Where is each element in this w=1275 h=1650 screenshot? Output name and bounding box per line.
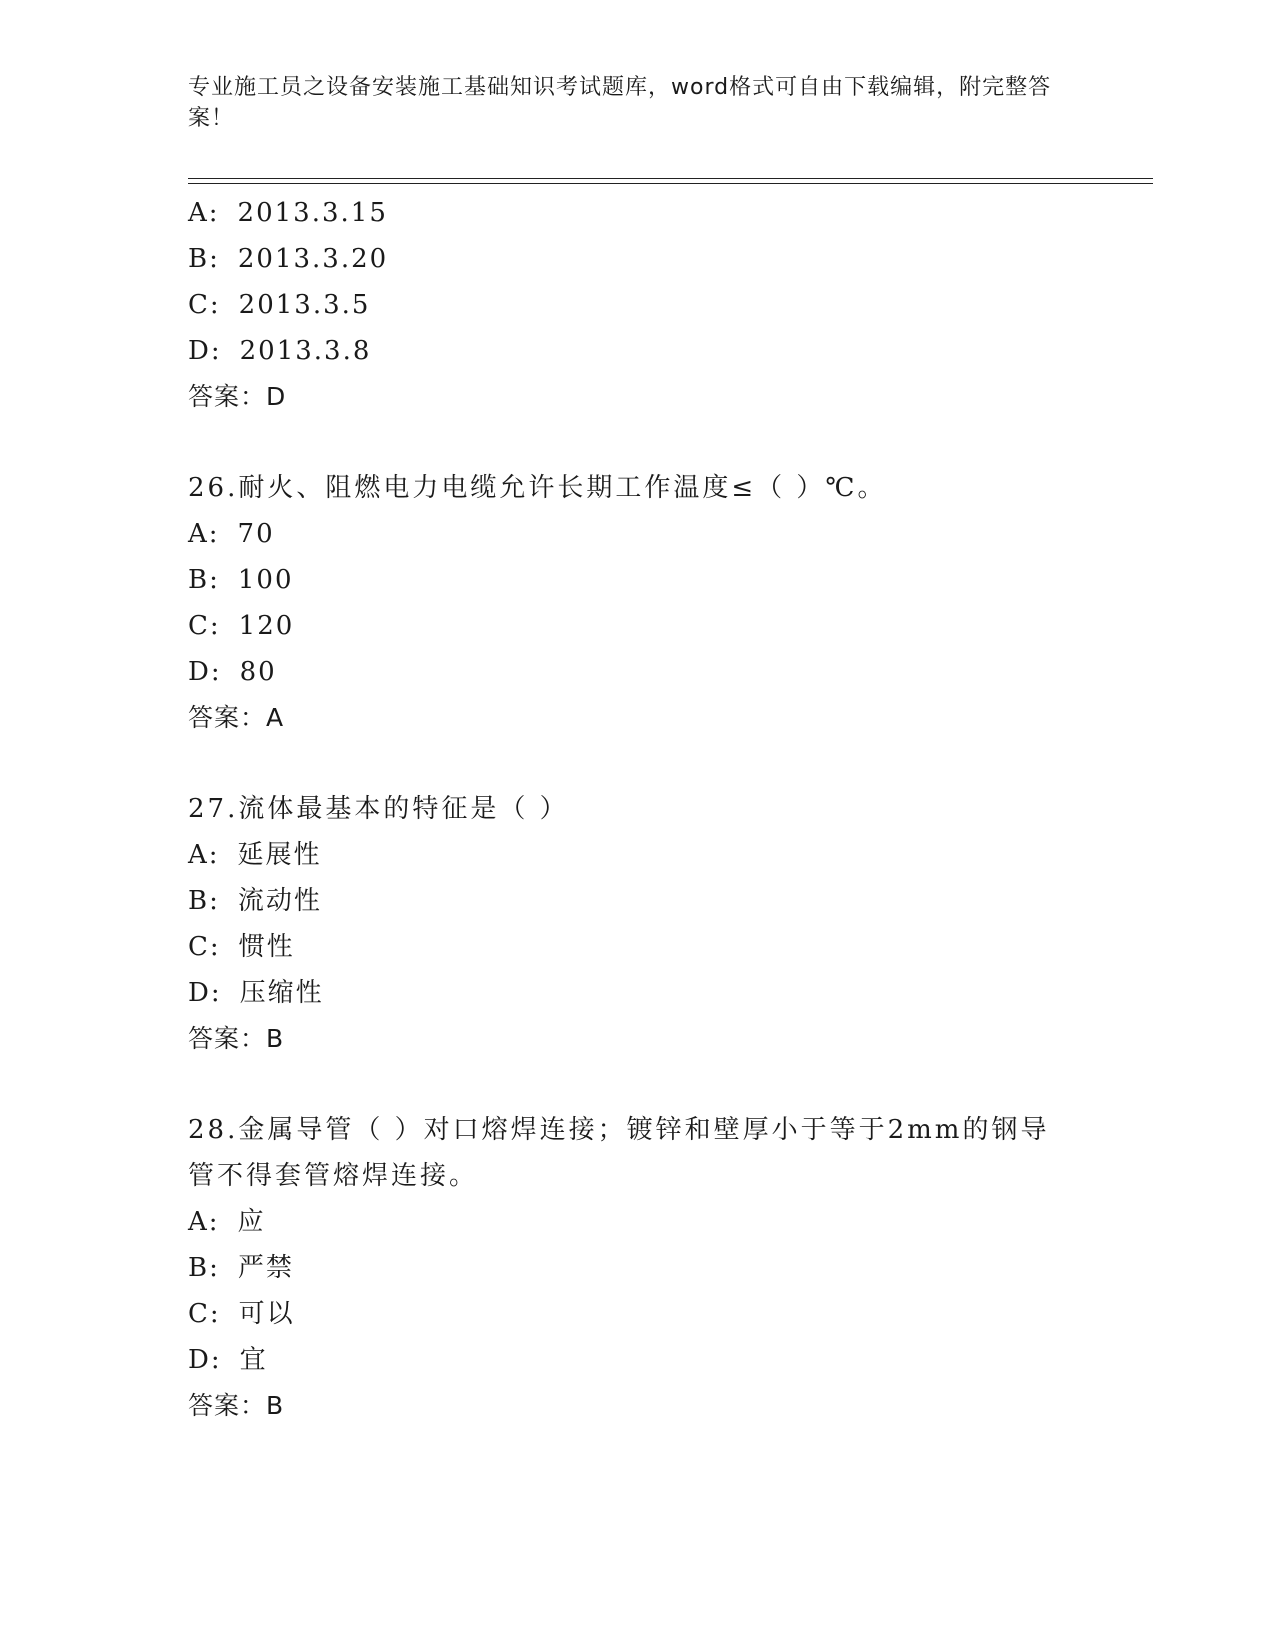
option-b: B: 流动性 [188, 886, 322, 916]
option-a: A: 应 [188, 1207, 266, 1237]
question-block [188, 786, 1148, 1062]
document-header [188, 72, 1068, 134]
question-text: 27.流体最基本的特征是（ ） [188, 794, 569, 824]
header-rule-top [188, 178, 1153, 179]
answer-label: 答案：A [188, 703, 285, 732]
option-a: A: 延展性 [188, 840, 322, 870]
option-d: D: 2013.3.8 [188, 336, 372, 366]
header-rule-bottom [188, 183, 1153, 184]
option-d: D: 宜 [188, 1345, 268, 1375]
question-text: 26.耐火、阻燃电力电缆允许长期工作温度≤（ ）℃。 [188, 473, 887, 503]
option-c: C: 120 [188, 611, 295, 641]
option-a: A: 2013.3.15 [188, 198, 388, 228]
option-b: B: 严禁 [188, 1253, 294, 1283]
question-list [188, 190, 1148, 1429]
option-d: D: 80 [188, 657, 277, 687]
question-block [188, 1107, 1148, 1429]
answer-label: 答案：B [188, 1391, 285, 1420]
option-c: C: 可以 [188, 1299, 295, 1329]
option-d: D: 压缩性 [188, 978, 324, 1008]
question-text: 28.金属导管（ ）对口熔焊连接；镀锌和壁厚小于等于2mm的钢导管不得套管熔焊连接。 [188, 1115, 1050, 1191]
option-a: A: 70 [188, 519, 275, 549]
option-b: B: 100 [188, 565, 294, 595]
answer-label: 答案：D [188, 382, 287, 411]
option-c: C: 惯性 [188, 932, 295, 962]
option-c: C: 2013.3.5 [188, 290, 371, 320]
header-title: 专业施工员之设备安装施工基础知识考试题库，word格式可自由下载编辑，附完整答案！ [188, 75, 1052, 131]
question-block [188, 465, 1148, 741]
answer-label: 答案：B [188, 1024, 285, 1053]
option-b: B: 2013.3.20 [188, 244, 389, 274]
question-block [188, 190, 1148, 420]
